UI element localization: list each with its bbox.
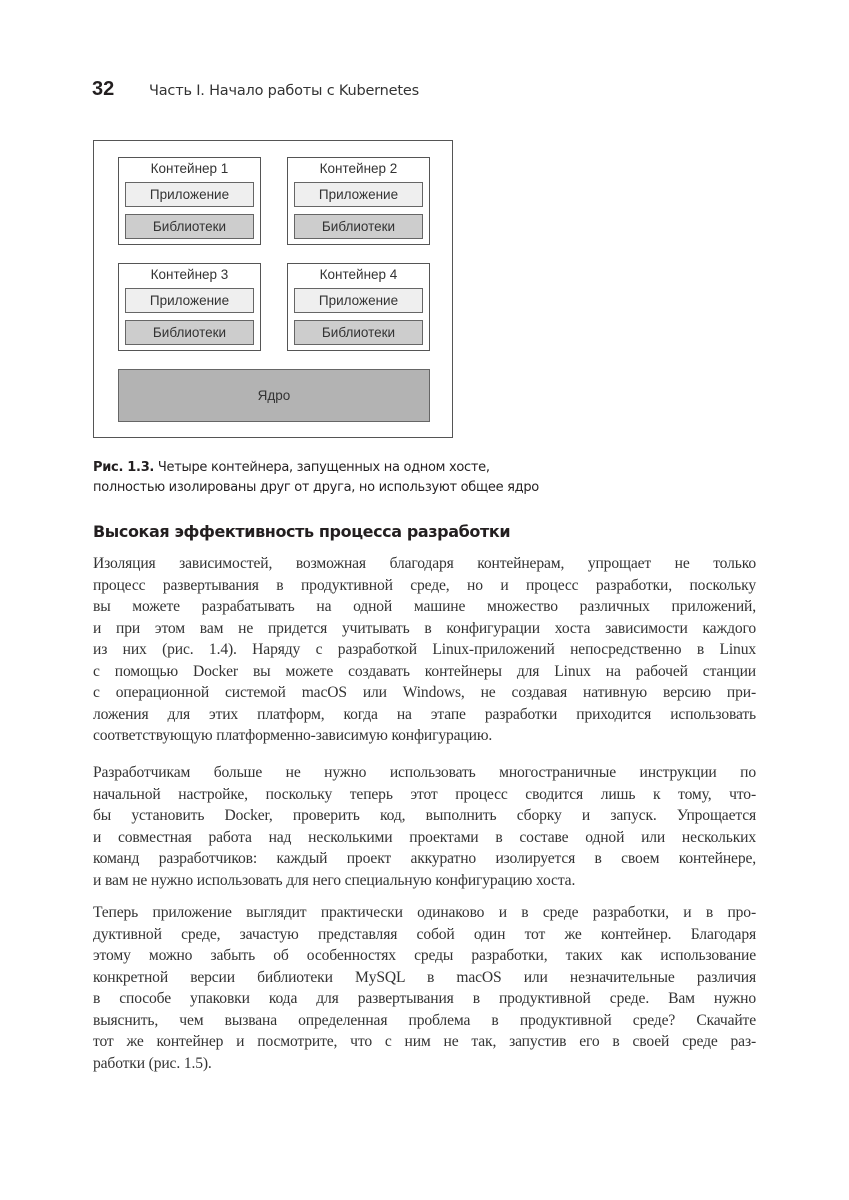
kernel-layer: Ядро — [118, 369, 430, 422]
paragraph-3 — [93, 902, 756, 1074]
text-line: бы установить Docker, проверить код, выполнить сборку и запуск. Упрощается — [93, 807, 756, 824]
libs-layer: Библиотеки — [294, 320, 423, 345]
caption-line-1: Четыре контейнера, запущенных на одном хосте, — [154, 460, 490, 475]
text-line: конкретной версии библиотеки MySQL в macOS или незначительные различия — [93, 968, 756, 986]
app-layer: Приложение — [125, 182, 254, 207]
caption-line-2: полностью изолированы друг от друга, но используют общее ядро — [93, 480, 539, 495]
text-line: Изоляция зависимостей, возможная благодаря контейнерам, упрощает не только — [93, 555, 756, 572]
text-line: и вам не нужно использовать для него специальную конфигурацию хоста. — [93, 871, 576, 889]
app-layer: Приложение — [125, 288, 254, 313]
text-line: из них (рис. 1.4). Наряду с разработкой Linux-приложений непосредственно в Linux — [93, 641, 756, 658]
libs-layer: Библиотеки — [125, 214, 254, 239]
section-heading: Высокая эффективность процесса разработки — [93, 522, 511, 541]
container-title: Контейнер 1 — [150, 161, 229, 176]
running-title: Часть I. Начало работы с Kubernetes — [149, 83, 419, 99]
container-box-2 — [287, 157, 430, 245]
app-layer: Приложение — [294, 288, 423, 313]
text-line: команд разработчиков: каждый проект аккуратно изолируется в своем контейнере, — [93, 850, 756, 867]
container-title: Контейнер 2 — [319, 161, 398, 176]
container-box-4 — [287, 263, 430, 351]
text-line: соответствующую платформенно-зависимую конфигурацию. — [93, 727, 493, 744]
text-line: тот же контейнер и посмотрите, что с ним не так, запустив его в своей среде раз- — [93, 1033, 756, 1050]
text-line: и при этом вам не придется учитывать в конфигурации хоста зависимости каждого — [93, 619, 756, 637]
text-line: в способе упаковки кода для развертывания в продуктивной среде. Вам нужно — [93, 990, 756, 1007]
figure-diagram — [93, 140, 453, 438]
text-line: выяснить, чем вызвана определенная проблема в продуктивной среде? Скачайте — [93, 1011, 756, 1029]
text-line: начальной настройке, поскольку теперь этот процесс сводится лишь к тому, что- — [93, 785, 756, 803]
text-line: вы можете разрабатывать на одной машине множество различных приложений, — [93, 598, 756, 615]
libs-layer: Библиотеки — [294, 214, 423, 239]
container-box-1 — [118, 157, 261, 245]
text-line: дуктивной среде, зачастую представляя собой один тот же контейнер. Благодаря — [93, 925, 756, 943]
paragraph-1 — [93, 553, 756, 747]
text-line: работки (рис. 1.5). — [93, 1054, 212, 1072]
caption-label: Рис. 1.3. — [93, 460, 155, 475]
container-title: Контейнер 4 — [319, 267, 398, 282]
paragraph-2 — [93, 762, 756, 891]
text-line: Разработчикам больше не нужно использовать многостраничные инструкции по — [93, 764, 756, 781]
text-line: ложения для этих платформ, когда на этапе разработки приходится использовать — [93, 705, 756, 723]
libs-layer: Библиотеки — [125, 320, 254, 345]
text-line: этому можно забыть об особенностях среды разработки, таких как использование — [93, 947, 756, 964]
app-layer: Приложение — [294, 182, 423, 207]
text-line: с помощью Docker вы можете создавать контейнеры для Linux на рабочей станции — [93, 662, 756, 680]
text-line: и совместная работа над несколькими проектами в составе одной или нескольких — [93, 828, 756, 846]
container-box-3 — [118, 263, 261, 351]
text-line: с операционной системой macOS или Windows, не создавая нативную версию при- — [93, 684, 756, 701]
text-line: процесс развертывания в продуктивной среде, но и процесс разработки, поскольку — [93, 576, 756, 594]
figure-caption — [93, 458, 613, 498]
text-line: Теперь приложение выглядит практически одинаково и в среде разработки, и в про- — [93, 904, 756, 921]
page-header — [92, 78, 419, 106]
page-number: 32 — [92, 78, 115, 100]
container-title: Контейнер 3 — [150, 267, 229, 282]
